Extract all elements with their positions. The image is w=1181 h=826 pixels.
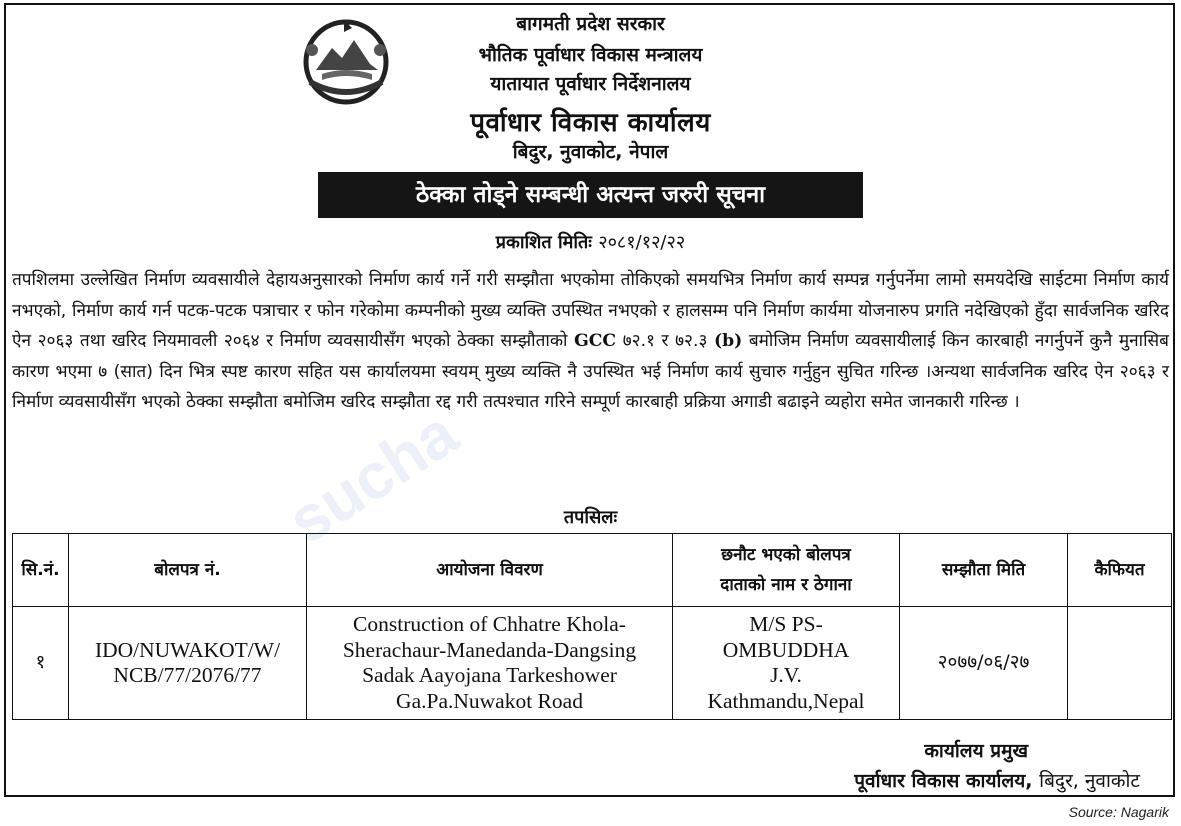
ministry-name: भौतिक पूर्वाधार विकास मन्त्रालय bbox=[478, 44, 703, 66]
cell-bid-no-line1: IDO/NUWAKOT/W/ bbox=[94, 637, 281, 662]
cell-bidder bbox=[673, 607, 900, 720]
cell-bid-no bbox=[69, 607, 307, 720]
cell-sn: १ bbox=[13, 607, 69, 720]
office-name: पूर्वाधार विकास कार्यालय bbox=[470, 108, 711, 138]
cell-project bbox=[307, 607, 673, 720]
signature-office-name: पूर्वाधार विकास कार्यालय, bbox=[854, 770, 1033, 792]
notice-title: ठेक्का तोड्ने सम्बन्धी अत्यन्त जरुरी सूचना bbox=[318, 172, 863, 218]
cell-bid-no-line2: NCB/77/2076/77 bbox=[113, 663, 262, 687]
cell-bidder-line3: J.V. bbox=[770, 663, 802, 687]
col-header-sn: सि.नं. bbox=[13, 534, 69, 607]
col-header-agreement-date: सम्झौता मिति bbox=[900, 534, 1068, 607]
body-part-3: बमोजिम निर्माण व्यवसायीलाई किन कारबाही नगर्नुपर्ने कुनै मुनासिब कारण भएमा ७ (सात) दिन भित्र स्पष्ट कारण सहित यस कार्यालयमा स्वयम् मुख्य व्यक्ति नै उपस्थित भई निर्माण कार्य सुचारु गर्नुहुन सुचित गरिन्छ ।अन्यथा सार्वजनिक खरिद ऐन २०६३ र निर्माण व्यवसायीसँग भएको ठेक्का सम्झौता बमोजिम खरिद सम्झौता रद्द गरी तत्पश्चात गरिने सम्पूर्ण कारबाही प्रक्रिया अगाडी बढाइने व्यहोरा समेत जानकारी गरिन्छ । bbox=[12, 331, 1169, 412]
col-header-remarks: कैफियत bbox=[1068, 534, 1172, 607]
contract-table bbox=[12, 533, 1172, 720]
signature-title: कार्यालय प्रमुख bbox=[924, 740, 1028, 762]
col-header-bidder-line1: छनौट भएको बोलपत्र bbox=[721, 545, 851, 565]
col-header-bidder-line2: दाताको नाम र ठेगाना bbox=[720, 575, 852, 595]
province-government: बागमती प्रदेश सरकार bbox=[516, 13, 665, 35]
table-row bbox=[13, 607, 1172, 720]
tapsil-heading: तपसिलः bbox=[563, 507, 618, 528]
watermark-logo: sucha bbox=[275, 396, 470, 558]
body-clause-b: (b) bbox=[713, 331, 743, 351]
cell-agreement-date: २०७७/०६/२७ bbox=[900, 607, 1068, 720]
published-date bbox=[0, 230, 1181, 254]
cell-project-line3: Sadak Aayojana Tarkeshower bbox=[362, 663, 617, 687]
body-part-1: तपशिलमा उल्लेखित निर्माण व्यवसायीले देहायअनुसारको निर्माण कार्य गर्ने गरी सम्झौता भएकोमा तोकिएको समयभित्र निर्माण कार्य सम्पन्न गर्नुपर्नेमा लामो समयदेखि साईटमा निर्माण कार्य नभएको, निर्माण कार्य गर्न पटक-पटक पत्राचार र फोन गरेकोमा कम्पनीको मुख्य व्यक्ति उपस्थित नभएको र हालसम्म पनि निर्माण कार्यमा योजनारुप प्रगति नदेखिएको हुँदा सार्वजनिक खरिद ऐन २०६३ तथा खरिद नियमावली २०६४ र निर्माण व्यवसायीसँग भएको ठेक्का सम्झौताको bbox=[12, 270, 1169, 351]
published-date-label: प्रकाशित मितिः bbox=[495, 232, 592, 253]
source-credit: Source: Nagarik bbox=[1068, 804, 1169, 820]
col-header-project: आयोजना विवरण bbox=[307, 534, 673, 607]
cell-bidder-line1: M/S PS- bbox=[749, 612, 823, 636]
cell-project-line4: Ga.Pa.Nuwakot Road bbox=[396, 688, 583, 713]
directorate-name: यातायात पूर्वाधार निर्देशनालय bbox=[490, 73, 691, 95]
notice-body bbox=[12, 265, 1169, 418]
body-part-2: ७२.१ र ७२.३ bbox=[622, 331, 708, 351]
published-date-value: २०८१/१२/२२ bbox=[598, 232, 686, 253]
signature-office bbox=[0, 767, 1140, 793]
cell-project-line1: Construction of Chhatre Khola- bbox=[353, 612, 626, 636]
cell-bidder-line4: Kathmandu,Nepal bbox=[707, 688, 865, 713]
col-header-bidder bbox=[673, 534, 900, 607]
table-header-row bbox=[13, 534, 1172, 607]
cell-remarks bbox=[1068, 607, 1172, 720]
cell-bidder-line2: OMBUDDHA bbox=[722, 637, 850, 662]
office-location: बिदुर, नुवाकोट, नेपाल bbox=[512, 141, 669, 163]
col-header-bid-no: बोलपत्र नं. bbox=[69, 534, 307, 607]
cell-project-line2: Sherachaur-Manedanda-Dangsing bbox=[342, 637, 637, 662]
signature-place: बिदुर, नुवाकोट bbox=[1039, 770, 1140, 792]
body-gcc: GCC bbox=[574, 331, 617, 351]
